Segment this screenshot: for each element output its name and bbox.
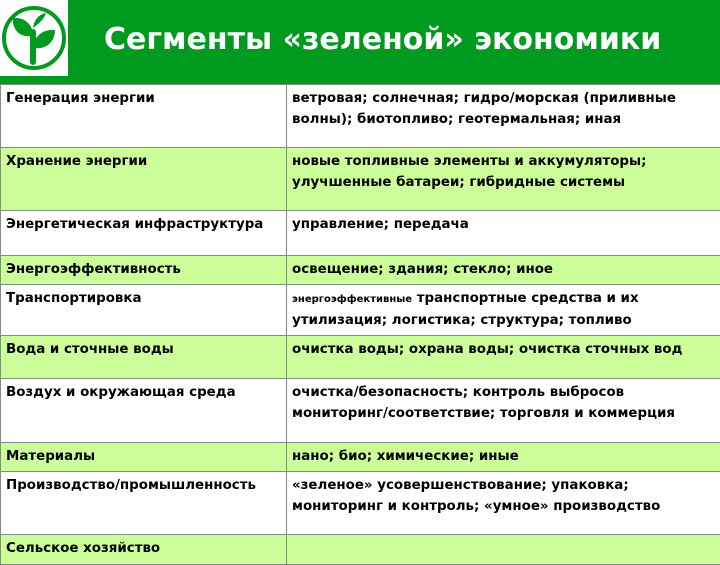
table-row bbox=[1, 443, 720, 472]
page-title: Сегменты «зеленой» экономики bbox=[104, 22, 661, 57]
description-cell: очистка/безопасность; контроль выбросов мониторинг/соответствие; торговля и коммерция bbox=[287, 379, 720, 443]
segment-cell: Хранение энергии bbox=[1, 148, 287, 211]
segment-cell: Генерация энергии bbox=[1, 85, 287, 148]
description-cell: ветровая; солнечная; гидро/морская (приливные волны); биотопливо; геотермальная; иная bbox=[287, 85, 720, 148]
description-cell bbox=[287, 285, 720, 336]
header-bar bbox=[0, 0, 720, 84]
table-row bbox=[1, 336, 720, 379]
description-cell: очистка воды; охрана воды; очистка сточных вод bbox=[287, 336, 720, 379]
segment-cell: Вода и сточные воды bbox=[1, 336, 287, 379]
description-cell: освещение; здания; стекло; иное bbox=[287, 256, 720, 285]
description-cell bbox=[287, 535, 720, 565]
segments-table bbox=[0, 84, 720, 565]
segment-cell: Воздух и окружающая среда bbox=[1, 379, 287, 443]
description-text: транспортные средства и их утилизация; логистика; структура; топливо bbox=[292, 291, 639, 328]
table-row bbox=[1, 211, 720, 256]
description-cell: новые топливные элементы и аккумуляторы; улучшенные батареи; гибридные системы bbox=[287, 148, 720, 211]
description-cell: нано; био; химические; иные bbox=[287, 443, 720, 472]
table-row bbox=[1, 148, 720, 211]
table-row bbox=[1, 85, 720, 148]
segment-cell: Транспортировка bbox=[1, 285, 287, 336]
segment-cell: Материалы bbox=[1, 443, 287, 472]
segment-cell: Энергетическая инфраструктура bbox=[1, 211, 287, 256]
segment-cell: Производство/промышленность bbox=[1, 472, 287, 535]
sprout-leaf-icon bbox=[0, 0, 68, 76]
table-row bbox=[1, 285, 720, 336]
segment-cell: Энергоэффективность bbox=[1, 256, 287, 285]
table-row bbox=[1, 379, 720, 443]
segment-cell: Сельское хозяйство bbox=[1, 535, 287, 565]
table-row bbox=[1, 256, 720, 285]
table-row bbox=[1, 472, 720, 535]
table-row bbox=[1, 535, 720, 565]
logo bbox=[0, 0, 68, 76]
description-cell: управление; передача bbox=[287, 211, 720, 256]
description-cell: «зеленое» усовершенствование; упаковка; мониторинг и контроль; «умное» производство bbox=[287, 472, 720, 535]
description-prefix: энергоэффективные bbox=[292, 294, 412, 305]
